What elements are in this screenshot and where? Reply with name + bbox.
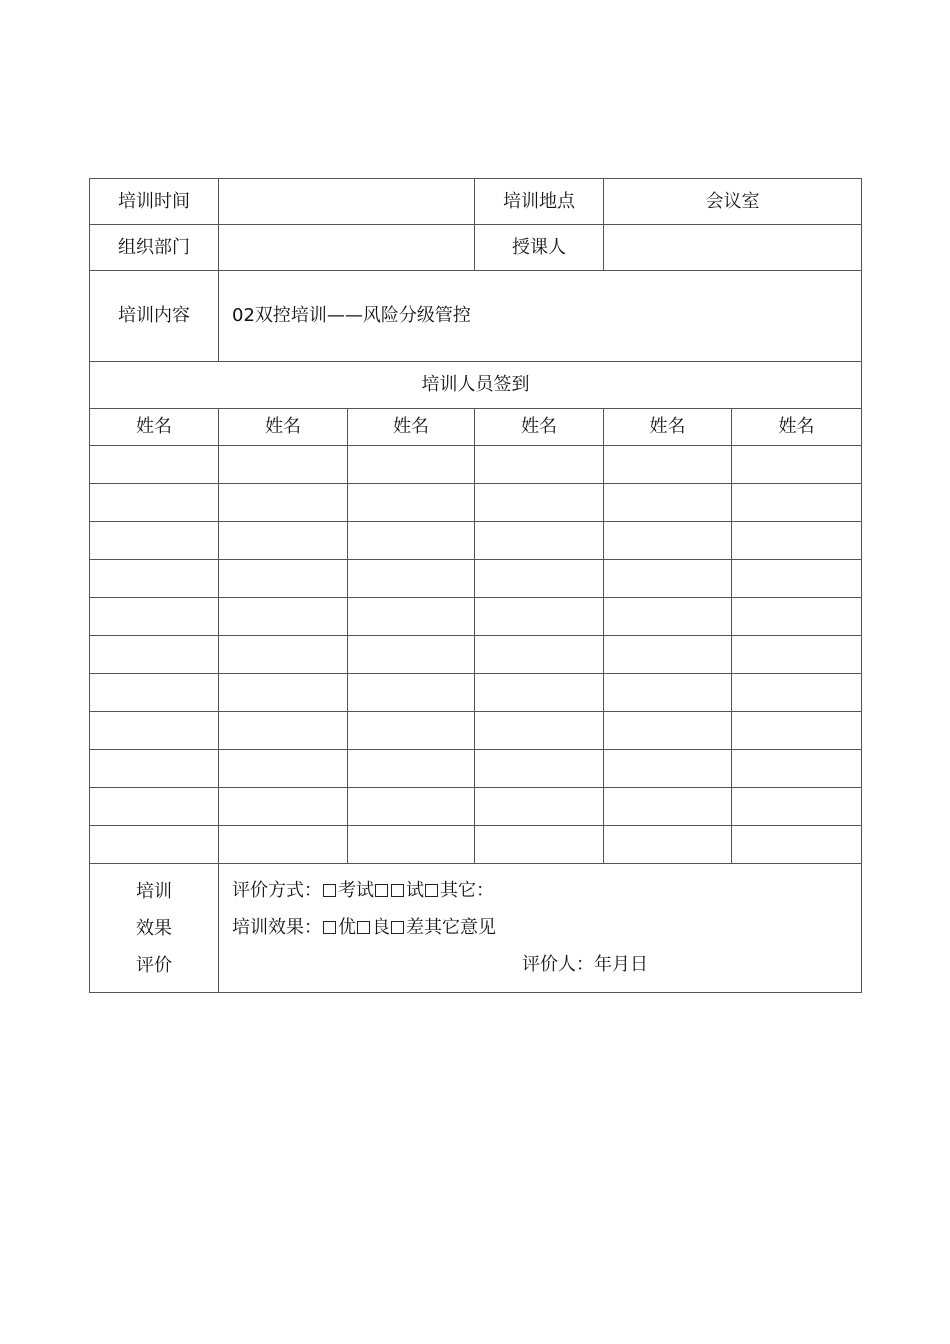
option-label: 试 [406, 880, 424, 901]
signin-name-cell[interactable] [90, 788, 219, 826]
signin-name-cell[interactable] [475, 674, 604, 712]
signin-name-cell[interactable] [90, 560, 219, 598]
training-time-label: 培训时间 [90, 179, 219, 225]
evaluation-label [90, 864, 219, 993]
signin-name-cell[interactable] [348, 484, 475, 522]
option-label: 良 [372, 917, 390, 938]
signin-name-cell[interactable] [348, 636, 475, 674]
signin-name-cell[interactable] [219, 522, 348, 560]
signin-name-cell[interactable] [604, 636, 732, 674]
column-header: 姓名 [604, 409, 732, 446]
table-row [90, 446, 862, 484]
signin-name-cell[interactable] [732, 750, 862, 788]
signin-name-cell[interactable] [90, 712, 219, 750]
signin-name-cell[interactable] [348, 826, 475, 864]
signin-name-cell[interactable] [90, 484, 219, 522]
signin-name-cell[interactable] [348, 560, 475, 598]
checkbox-other[interactable] [425, 884, 438, 897]
evaluation-label-line: 培训 [136, 880, 172, 902]
signin-header-row [90, 409, 862, 446]
signin-name-cell[interactable] [219, 598, 348, 636]
evaluation-effect-prefix: 培训效果： [232, 917, 322, 938]
signin-name-cell[interactable] [90, 674, 219, 712]
signin-name-cell[interactable] [348, 598, 475, 636]
signin-name-cell[interactable] [219, 750, 348, 788]
signin-name-cell[interactable] [475, 826, 604, 864]
signin-name-cell[interactable] [90, 826, 219, 864]
table-row [90, 560, 862, 598]
signin-name-cell[interactable] [732, 560, 862, 598]
signin-name-cell[interactable] [732, 446, 862, 484]
column-header: 姓名 [90, 409, 219, 446]
column-header: 姓名 [219, 409, 348, 446]
signin-name-cell[interactable] [475, 484, 604, 522]
signin-name-cell[interactable] [604, 750, 732, 788]
evaluation-label-line: 效果 [136, 917, 172, 939]
evaluator-signature: 评价人：年月日 [522, 954, 648, 975]
signin-name-cell[interactable] [348, 522, 475, 560]
checkbox-excellent[interactable] [323, 921, 336, 934]
signin-name-cell[interactable] [732, 788, 862, 826]
signin-name-cell[interactable] [475, 750, 604, 788]
table-row [90, 750, 862, 788]
signin-name-cell[interactable] [732, 826, 862, 864]
signin-name-cell[interactable] [732, 484, 862, 522]
table-row [90, 674, 862, 712]
table-row [90, 788, 862, 826]
column-header: 姓名 [732, 409, 862, 446]
signin-name-cell[interactable] [219, 636, 348, 674]
evaluation-method-line [232, 872, 861, 909]
signin-name-cell[interactable] [732, 636, 862, 674]
checkbox-exam[interactable] [323, 884, 336, 897]
training-signin-form [89, 178, 862, 993]
department-value[interactable] [219, 225, 475, 271]
signin-title: 培训人员签到 [90, 362, 862, 409]
table-row [90, 522, 862, 560]
signin-name-cell[interactable] [90, 636, 219, 674]
option-label: 考试 [338, 880, 374, 901]
signin-name-cell[interactable] [475, 522, 604, 560]
signin-name-cell[interactable] [219, 826, 348, 864]
signin-name-cell[interactable] [348, 712, 475, 750]
signin-name-cell[interactable] [604, 560, 732, 598]
signin-name-cell[interactable] [475, 560, 604, 598]
table-row [90, 636, 862, 674]
table-row [90, 484, 862, 522]
column-header: 姓名 [348, 409, 475, 446]
signin-name-cell[interactable] [90, 522, 219, 560]
checkbox-poor[interactable] [391, 921, 404, 934]
table-row [90, 712, 862, 750]
signin-name-cell[interactable] [90, 446, 219, 484]
evaluation-method-prefix: 评价方式： [232, 880, 322, 901]
signin-name-cell[interactable] [475, 598, 604, 636]
signin-name-cell[interactable] [732, 712, 862, 750]
signin-name-cell[interactable] [348, 750, 475, 788]
option-label: 优 [338, 917, 356, 938]
evaluation-content [219, 864, 862, 993]
checkbox-trial[interactable] [391, 884, 404, 897]
checkbox-good[interactable] [357, 921, 370, 934]
signin-name-cell[interactable] [90, 750, 219, 788]
signin-name-cell[interactable] [604, 598, 732, 636]
signin-name-cell[interactable] [348, 788, 475, 826]
evaluation-effect-line [232, 909, 861, 946]
table-row [90, 598, 862, 636]
evaluation-label-line: 评价 [136, 954, 172, 976]
checkbox-blank[interactable] [375, 884, 388, 897]
signin-name-cell[interactable] [604, 826, 732, 864]
content-value[interactable]: 02双控培训——风险分级管控 [219, 271, 862, 362]
signin-name-cell[interactable] [475, 788, 604, 826]
signin-name-cell[interactable] [604, 484, 732, 522]
signin-name-cell[interactable] [219, 560, 348, 598]
table-row [90, 826, 862, 864]
signin-name-cell[interactable] [475, 446, 604, 484]
signin-name-cell[interactable] [219, 674, 348, 712]
signin-name-cell[interactable] [732, 674, 862, 712]
signin-name-cell[interactable] [219, 484, 348, 522]
signin-name-cell[interactable] [604, 788, 732, 826]
signin-name-cell[interactable] [732, 598, 862, 636]
department-label: 组织部门 [90, 225, 219, 271]
signin-name-cell[interactable] [604, 522, 732, 560]
signin-name-cell[interactable] [219, 712, 348, 750]
option-label: 差其它意见 [406, 917, 496, 938]
lecturer-value[interactable] [604, 225, 862, 271]
training-time-value[interactable] [219, 179, 475, 225]
signin-name-cell[interactable] [604, 446, 732, 484]
column-header: 姓名 [475, 409, 604, 446]
training-location-value[interactable]: 会议室 [604, 179, 862, 225]
signin-name-cell[interactable] [219, 446, 348, 484]
lecturer-label: 授课人 [475, 225, 604, 271]
option-label: 其它： [440, 880, 494, 901]
signin-name-cell[interactable] [475, 636, 604, 674]
signin-name-cell[interactable] [90, 598, 219, 636]
content-label: 培训内容 [90, 271, 219, 362]
signin-name-cell[interactable] [219, 788, 348, 826]
signin-name-cell[interactable] [348, 446, 475, 484]
signin-name-cell[interactable] [604, 674, 732, 712]
signin-name-cell[interactable] [604, 712, 732, 750]
training-location-label: 培训地点 [475, 179, 604, 225]
signin-name-cell[interactable] [348, 674, 475, 712]
signin-name-cell[interactable] [475, 712, 604, 750]
signin-name-cell[interactable] [732, 522, 862, 560]
